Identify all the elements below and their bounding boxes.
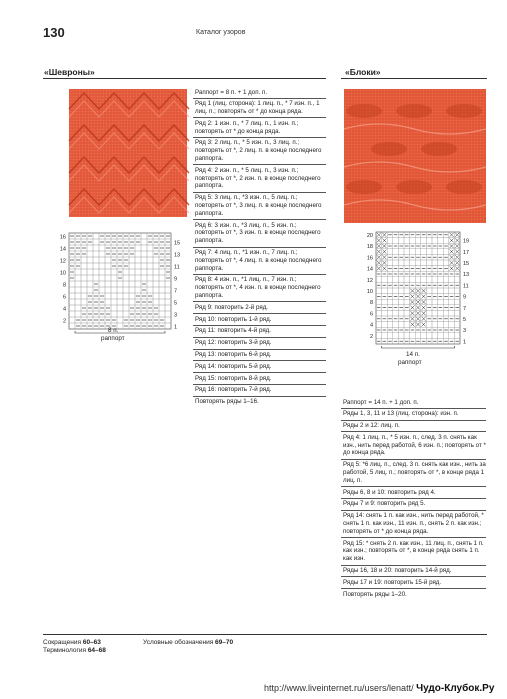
instruction-row: Ряд 5: 3 лиц. п., *3 изн. п., 5 лиц. п.; повторять от *, 3 лиц. п. в конце последнего раппорта. [193, 193, 326, 220]
instruction-row: Ряд 11: повторить 4-й ряд. [193, 326, 326, 338]
instruction-row: Ряд 8: 4 изн. п., *1 лиц. п., 7 изн. п.; повторять от *, 4 изн. п. в конце последнего раппорта. [193, 275, 326, 302]
chevron-swatch-photo [69, 89, 187, 217]
instruction-row: Ряд 3: 2 лиц. п., * 5 изн. п., 3 лиц. п.; повторять от *, 2 лиц. п. в конце последнего раппорта. [193, 138, 326, 165]
instruction-row: Ряд 10: повторить 1-й ряд. [193, 314, 326, 326]
row-number-right: 5 [463, 317, 467, 324]
row-number-left: 12 [59, 258, 66, 265]
left-repeat-label: раппорт [101, 335, 125, 342]
right-title-rule [341, 78, 487, 79]
left-pattern-title: «Шевроны» [44, 67, 95, 77]
row-number-left: 2 [369, 333, 373, 340]
row-number-right: 13 [174, 252, 181, 259]
row-number-right: 5 [174, 300, 178, 307]
row-number-left: 8 [369, 300, 373, 307]
row-number-right: 3 [174, 312, 178, 319]
instruction-row: Ряд 15: повторить 8-й ряд. [193, 373, 326, 385]
row-number-right: 7 [463, 305, 467, 312]
row-number-left: 4 [369, 322, 373, 329]
right-pattern-title: «Блоки» [345, 67, 381, 77]
instruction-row: Ряд 7: 4 лиц. п., *1 изн. п., 7 лиц. п.; повторять от *, 4 лиц. п. в конце последнего раппорта. [193, 248, 326, 275]
row-number-right: 15 [463, 261, 470, 268]
blocks-chart [360, 228, 476, 368]
instruction-row: Ряд 2: 1 изн. п., * 7 лиц. п., 1 изн. п.; повторять от * до конца ряда. [193, 118, 326, 138]
instruction-row: Ряд 13: повторить 6-й ряд. [193, 350, 326, 362]
row-number-right: 11 [174, 264, 180, 271]
blocks-instructions [341, 397, 486, 600]
row-number-right: 7 [174, 288, 178, 295]
instruction-row: Ряды 7 и 9: повторить ряд 5. [341, 499, 486, 511]
row-number-right: 15 [174, 240, 181, 247]
row-number-right: 13 [463, 272, 470, 279]
instruction-row: Ряд 1 (лиц. сторона): 1 лиц. п., * 7 изн. п., 1 лиц. п.; повторять от * до конца ряда. [193, 99, 326, 119]
row-number-right: 1 [463, 339, 467, 346]
footer-abbr-pages: 60–63 [82, 639, 101, 646]
row-number-right: 9 [174, 276, 178, 283]
footer-abbreviations [43, 639, 101, 646]
footer-symbols [143, 639, 233, 646]
instruction-row: Ряд 12: повторить 3-й ряд. [193, 338, 326, 350]
instruction-row: Ряд 14: повторить 5-й ряд. [193, 361, 326, 373]
watermark [264, 683, 494, 694]
row-number-left: 6 [369, 311, 373, 318]
row-number-left: 18 [366, 244, 373, 251]
instruction-row: Раппорт = 14 п. + 1 доп. п. [341, 397, 486, 409]
left-title-rule [43, 78, 326, 79]
footer-term-pages: 64–68 [87, 647, 106, 654]
instruction-row: Ряды 2 и 12: лиц. п. [341, 421, 486, 433]
row-number-right: 19 [463, 238, 470, 245]
row-number-left: 14 [366, 266, 373, 273]
repeat-bracket [382, 346, 455, 348]
instruction-row: Ряд 9: повторить 2-й ряд. [193, 302, 326, 314]
row-number-left: 6 [62, 294, 66, 301]
footer-terminology [43, 647, 106, 654]
row-number-right: 9 [463, 294, 467, 301]
instruction-row: Ряд 5: *6 лиц. п., след. 3 п. снять как изн., нить за работой, 5 лиц. п.; повторять от *, в конце ряда 1 лиц. п. [341, 460, 486, 487]
left-repeat-stitches: 8 п. [108, 327, 119, 334]
watermark-url: http://www.liveinternet.ru/users/lenatt/ [264, 683, 414, 693]
instruction-closing: Повторять ряды 1–20. [343, 590, 407, 598]
row-number-left: 20 [366, 233, 373, 240]
footer-symbols-pages: 69–70 [215, 639, 234, 646]
instruction-row: Ряды 6, 8 и 10: повторить ряд 4. [341, 487, 486, 499]
watermark-site: Чудо-Клубок.Ру [416, 683, 495, 694]
row-number-left: 14 [59, 246, 66, 253]
row-number-left: 10 [59, 270, 66, 277]
row-number-left: 8 [62, 282, 66, 289]
row-number-right: 11 [463, 283, 469, 290]
instruction-closing: Повторять ряды 1–16. [195, 398, 259, 406]
row-number-left: 12 [366, 277, 373, 284]
instruction-row: Ряд 14: снять 1 п. как изн., нить перед работой, * снять 1 п. как изн., 11 изн. п., снять 2 п. как изн.; повторять от * до конца ряда. [341, 511, 486, 538]
row-number-left: 10 [366, 289, 373, 296]
instruction-row: Ряд 16: повторить 7-й ряд. [193, 385, 326, 397]
instruction-row: Ряды 17 и 19: повторить 15-й ряд. [341, 577, 486, 589]
instruction-row: Ряд 4: 1 лиц. п., * 5 изн. п., след. 3 п. снять как изн., нить перед работой, 6 изн. п.; повторять от * до конца ряда. [341, 432, 486, 459]
right-repeat-label: раппорт [398, 359, 422, 366]
running-head: Каталог узоров [196, 29, 246, 36]
instruction-row: Раппорт = 8 п. + 1 доп. п. [193, 87, 326, 99]
footer-rule [43, 634, 487, 635]
instruction-row: Ряды 1, 3, 11 и 13 (лиц. сторона): изн. п. [341, 409, 486, 421]
instruction-row: Ряд 4: 2 изн. п., * 5 лиц. п., 3 изн. п.; повторять от *, 2 изн. п. в конце последнего раппорта. [193, 165, 326, 192]
instruction-row: Ряды 16, 18 и 20: повторить 14-й ряд. [341, 566, 486, 578]
row-number-left: 2 [62, 318, 66, 325]
row-number-right: 17 [463, 249, 470, 256]
chevron-instructions [193, 87, 326, 408]
footer-term-label: Терминология [43, 647, 86, 654]
instruction-row: Ряд 6: 3 изн. п., *3 лиц. п., 5 изн. п.; повторять от *, 3 изн. п. в конце последнего раппорта. [193, 220, 326, 247]
row-number-right: 1 [174, 324, 178, 331]
footer-abbr-label: Сокращения [43, 639, 82, 646]
blocks-swatch-photo [344, 89, 486, 223]
row-number-left: 4 [62, 306, 66, 313]
row-number-left: 16 [366, 255, 373, 262]
right-repeat-stitches: 14 п. [406, 351, 420, 358]
repeat-bracket [75, 331, 165, 333]
row-number-right: 3 [463, 328, 467, 335]
row-number-left: 16 [59, 234, 66, 241]
page-number: 130 [43, 25, 65, 40]
footer-symbols-label: Условные обозначения [143, 639, 214, 646]
instruction-row: Ряд 15: * снять 2 п. как изн., 11 лиц. п., снять 1 п. как изн.; повторять от *, в конце ряда снять 1 п. как изн. [341, 538, 486, 565]
